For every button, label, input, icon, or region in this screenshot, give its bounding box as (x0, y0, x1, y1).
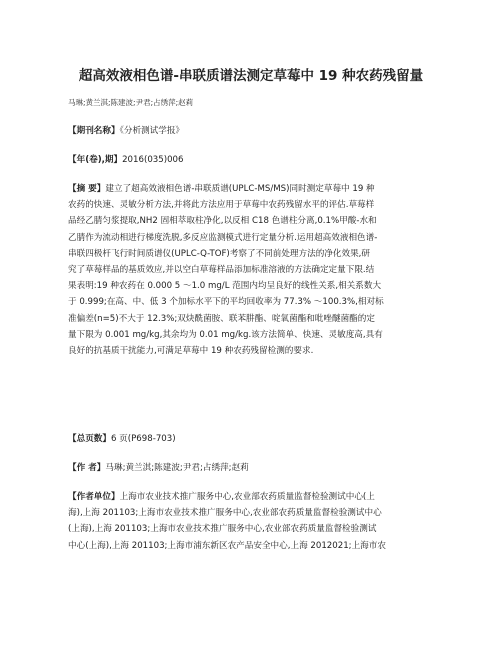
journal-field (68, 123, 184, 139)
abstract-line: 于 0.999;在高、中、低 3 个加标水平下的平均回收率为 77.3% ～100.3%,相对标 (68, 297, 384, 308)
journal-label: 【期刊名称】 (68, 126, 120, 136)
affiliation-text: 上海市农业技术推广服务中心,农业部农药质量监督检验测试中心(上 (119, 492, 375, 502)
abstract-field (68, 181, 440, 359)
abstract-text: 建立了超高效液相色谱-串联质谱(UPLC-MS/MS)同时测定草莓中 19 种 (105, 184, 375, 194)
abstract-line: 果表明:19 种农药在 0.000 5 ～1.0 mg/L 范围内均呈良好的线性关系,相关系数大 (68, 281, 382, 292)
year-issue-value: 2016(035)006 (122, 155, 184, 165)
author-label: 【作 者】 (68, 463, 106, 473)
affiliation-field (68, 489, 440, 554)
abstract-line (68, 181, 440, 197)
pages-value: 6 页(P698-703) (110, 434, 176, 444)
document-title: 超高效液相色谱-串联质谱法测定草莓中 19 种农药残留量 (78, 68, 424, 84)
abstract-line: 良好的抗基质干扰能力,可满足草莓中 19 种农药残留检测的要求. (68, 346, 314, 357)
abstract-line: 品经乙腈匀浆提取,NH2 固相萃取柱净化,以反相 C18 色谱柱分离,0.1%甲酸-水和 (68, 216, 377, 227)
abstract-line: 乙腈作为流动相进行梯度洗脱,多反应监测模式进行定量分析.运用超高效液相色谱- (68, 232, 378, 243)
author-list: 马琳;黄兰淇;陈建波;尹君;占绣萍;赵莉 (68, 98, 194, 107)
abstract-line: 究了草莓样品的基质效应,并以空白草莓样品添加标准溶液的方法确定定量下限.结 (68, 265, 375, 276)
affiliation-line (68, 489, 440, 505)
affiliation-line: 中心(上海),上海 201103;上海市浦东新区农产品安全中心,上海 2012021;上海市农 (68, 540, 386, 551)
journal-value: 《分析测试学报》 (119, 126, 185, 136)
pages-label: 【总页数】 (68, 434, 111, 444)
affiliation-label: 【作者单位】 (68, 492, 120, 502)
abstract-line: 量下限为 0.001 mg/kg,其余均为 0.01 mg/kg.该方法简单、快速、灵敏度高,具有 (68, 329, 383, 340)
year-issue-field (68, 152, 183, 168)
abstract-line: 农药的快速、灵敏分析方法,并将此方法应用于草莓中农药残留水平的评估.草莓样 (68, 200, 375, 211)
author-field (68, 460, 249, 476)
affiliation-line: (上海),上海 201103;上海市农业技术推广服务中心,农业部农药质量监督检验测试 (68, 524, 377, 535)
pages-field (68, 431, 176, 447)
abstract-line: 准偏差(n=5)不大于 12.3%;双炔酰菌胺、联苯肼酯、啶氧菌酯和吡唑醚菌酯的定 (68, 313, 375, 324)
abstract-label: 【摘 要】 (68, 184, 106, 194)
year-issue-label: 【年(卷),期】 (68, 155, 123, 165)
affiliation-line: 海),上海 201103;上海市农业技术推广服务中心,农业部农药质量监督检验测试中心 (68, 508, 382, 519)
abstract-line: 串联四极杆飞行时间质谱仪(UPLC-Q-TOF)考察了不同前处理方法的净化效果,研 (68, 248, 371, 259)
author-value: 马琳;黄兰淇;陈建波;尹君;占绣萍;赵莉 (105, 463, 249, 473)
